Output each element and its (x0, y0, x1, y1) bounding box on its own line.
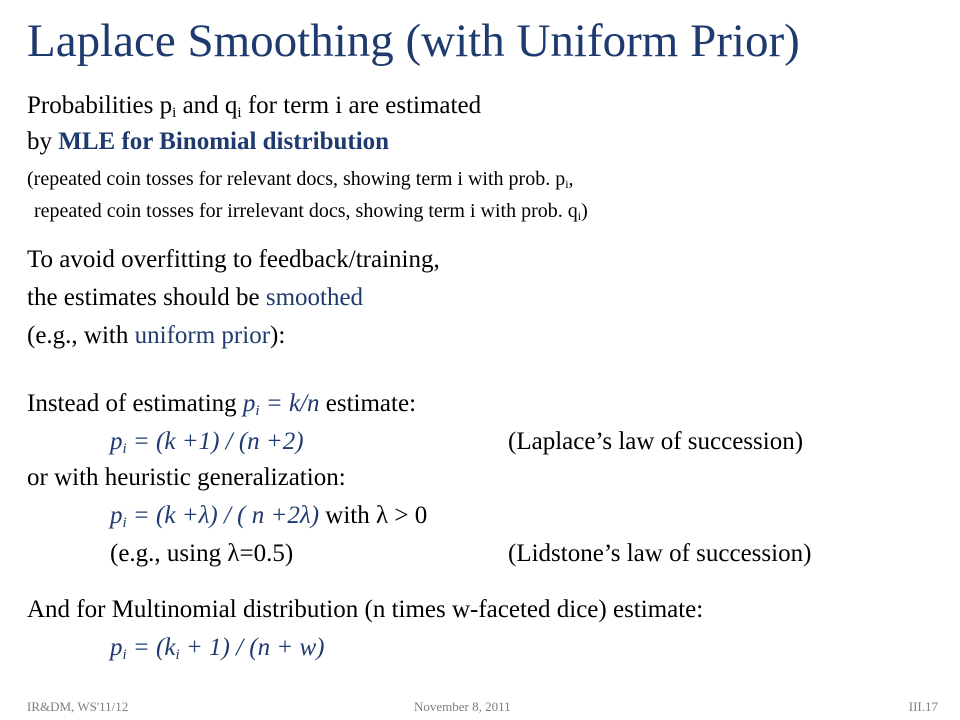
para1-line1: Probabilities $p_i$ and $q_i$ for term i are estimated (27, 92, 482, 121)
para3-line3: or with heuristic generalization: (27, 464, 346, 491)
smoothed-highlight: smoothed (265, 284, 364, 311)
uniform-prior-highlight: uniform prior (134, 322, 271, 349)
footer-date: November 8, 2011 (414, 699, 511, 714)
footer-page-number: III.17 (908, 699, 938, 714)
mle-binomial-highlight: MLE for Binomial distribution (58, 128, 390, 155)
lidstone-formula: $p_i = (k +\lambda)$ / ( n +2λ) with λ > 0 (110, 502, 428, 531)
multinomial-formula: $p_i = (k_i + 1) / (n + w)$ (110, 634, 325, 663)
slide-title: Laplace Smoothing (with Uniform Prior) (27, 15, 800, 67)
para1-line4: repeated coin tosses for irrelevant docs, showing term i with prob. $q_i$) (34, 200, 588, 223)
para1-line3: (repeated coin tosses for relevant docs, showing term i with prob. $p_i$, (27, 168, 574, 191)
para4-line1: And for Multinomial distribution (n times w-faceted dice) estimate: (27, 596, 704, 623)
para2-line3: (e.g., with uniform prior): (27, 322, 286, 349)
laplace-formula: $p_i = (k +1) / (n +2)$ (110, 428, 304, 457)
para2-line2: the estimates should be smoothed (27, 284, 364, 311)
para3-line1: Instead of estimating $p_i = k/n$ estimate: (27, 390, 417, 419)
para1-line2: by MLE for Binomial distribution (27, 128, 390, 155)
lidstone-example: (e.g., using λ=0.5) (110, 540, 294, 567)
laplace-note: (Laplace’s law of succession) (508, 428, 804, 455)
para2-line1: To avoid overfitting to feedback/training, (27, 246, 440, 273)
footer-course: IR&DM, WS'11/12 (27, 699, 129, 714)
lidstone-note: (Lidstone’s law of succession) (508, 540, 812, 567)
